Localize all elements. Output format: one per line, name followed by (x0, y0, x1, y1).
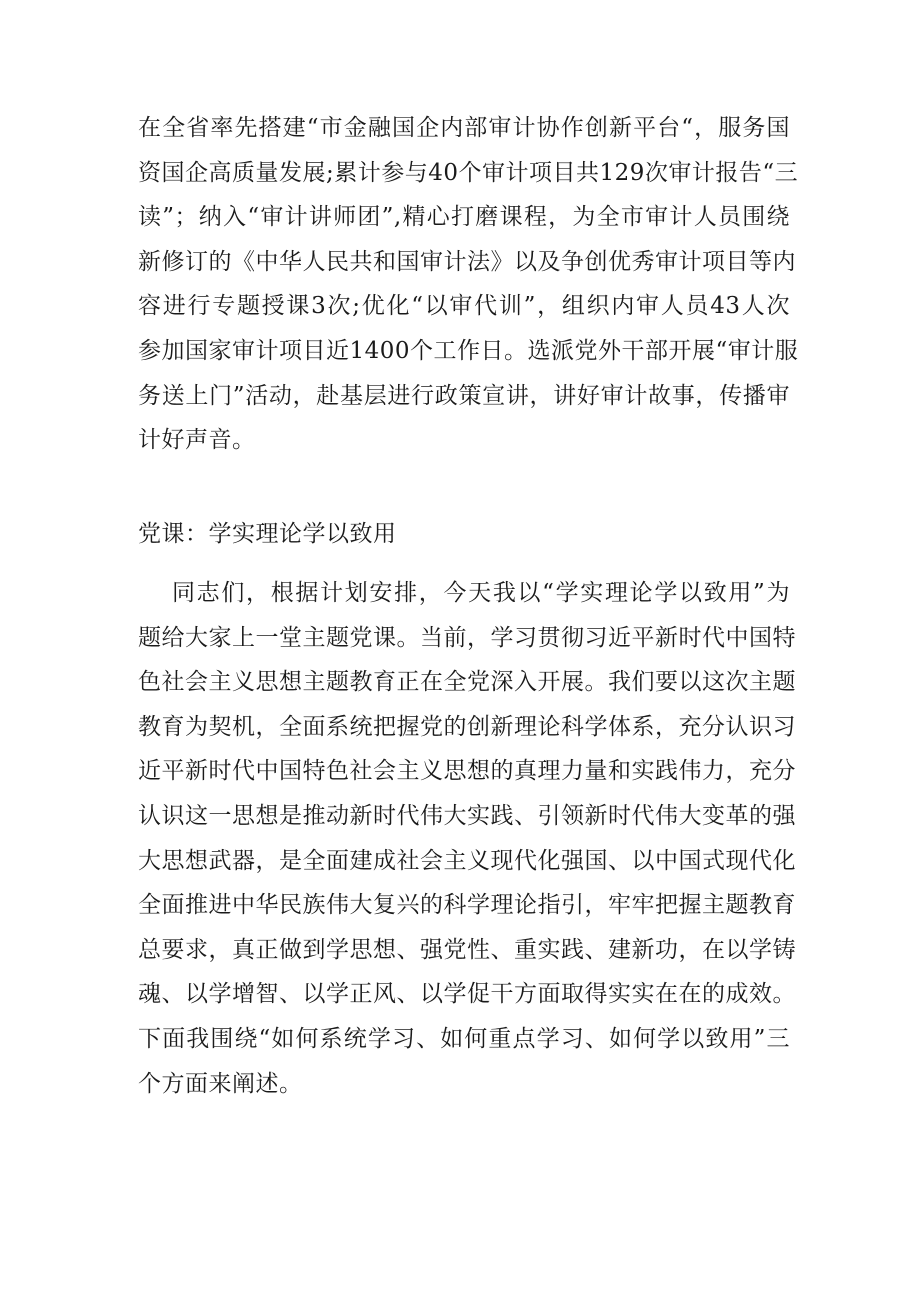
section-heading: 党课：学实理论学以致用 (138, 521, 397, 547)
paragraph-party-lecture (138, 571, 796, 1106)
paragraph-line: 色社会主义思想主题教育正在全党深入开展。我们要以这次主题 (138, 669, 796, 696)
paragraph-line: 在全省率先搭建“市金融国企内部审计协作创新平台“，服务国 (138, 115, 790, 141)
paragraph-line: 参加国家审计项目近1400个工作日。选派党外干部开展“审计服 (138, 337, 799, 364)
paragraph-line: 计好声音。 (138, 427, 256, 454)
paragraph-line: 务送上门”活动，赴基层进行政策宣讲，讲好审计故事，传播审 (138, 382, 790, 409)
paragraph-line: 全面推进中华民族伟大复兴的科学理论指引，牢牢把握主题教育 (138, 892, 796, 919)
paragraph-line: 个方面来阐述。 (138, 1070, 303, 1097)
paragraph-line: 题给大家上一堂主题党课。当前，学习贯彻习近平新时代中国特 (138, 624, 796, 651)
paragraph-line: 大思想武器，是全面建成社会主义现代化强国、以中国式现代化 (138, 847, 796, 874)
paragraph-line: 同志们，根据计划安排，今天我以“学实理论学以致用”为 (172, 580, 790, 606)
paragraph-line: 新修订的《中华人民共和国审计法》以及争创优秀审计项目等内 (138, 248, 796, 275)
paragraph-line: 读”；纳入“审计讲师团”,精心打磨课程，为全市审计人员围绕 (138, 204, 790, 231)
paragraph-line: 下面我围绕“如何系统学习、如何重点学习、如何学以致用”三 (138, 1025, 790, 1052)
paragraph-line: 魂、以学增智、以学正风、以学促干方面取得实实在在的成效。 (138, 981, 796, 1008)
paragraph-line: 近平新时代中国特色社会主义思想的真理力量和实践伟力，充分 (138, 758, 796, 785)
paragraph-line: 容进行专题授课3次;优化“以审代训”，组织内审人员43人次 (138, 293, 790, 320)
paragraph-line: 总要求，真正做到学思想、强党性、重实践、建新功，在以学铸 (138, 936, 796, 963)
paragraph-line: 资国企高质量发展;累计参与40个审计项目共129次审计报告“三 (138, 159, 799, 186)
paragraph-audit-work (138, 106, 799, 463)
paragraph-line: 教育为契机，全面系统把握党的创新理论科学体系，充分认识习 (138, 713, 796, 740)
paragraph-line: 认识这一思想是推动新时代伟大实践、引领新时代伟大变革的强 (138, 802, 796, 829)
